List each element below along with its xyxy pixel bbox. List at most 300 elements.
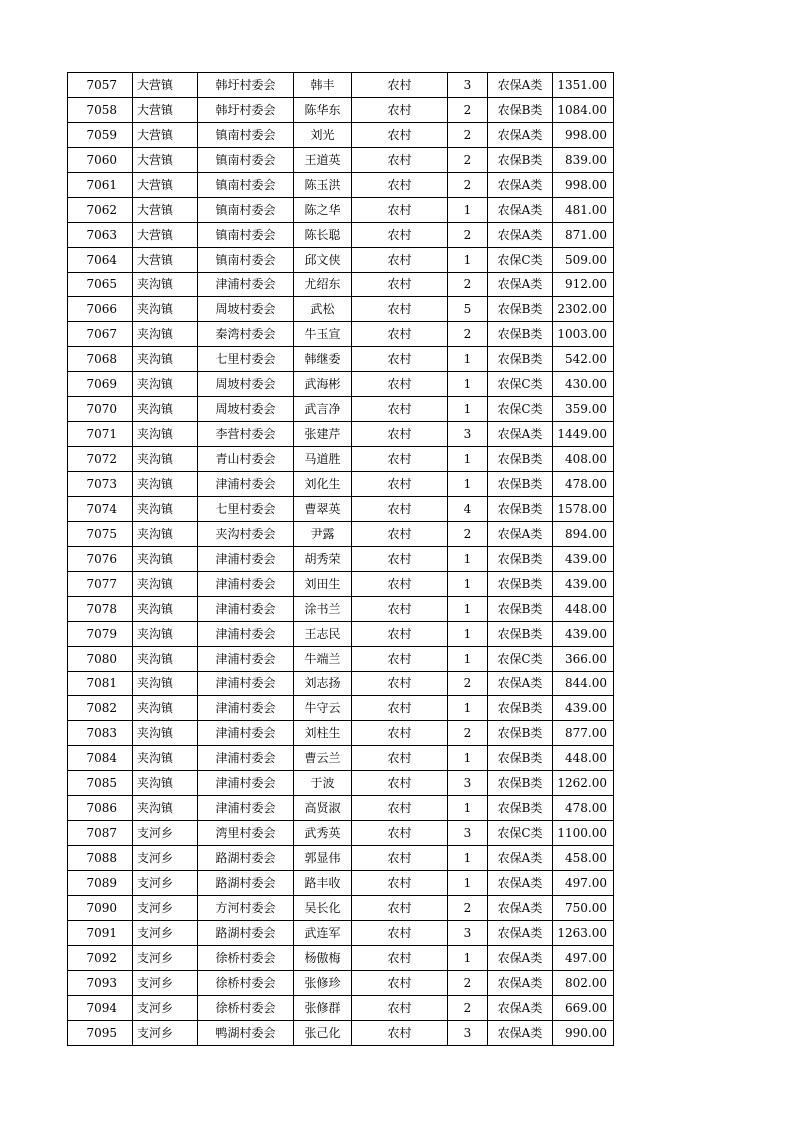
member-count-cell: 2 (448, 272, 488, 297)
amount-cell: 497.00 (553, 945, 614, 970)
town-cell: 支河乡 (133, 995, 198, 1020)
village-committee-cell: 路湖村委会 (198, 871, 294, 896)
record-id-cell: 7075 (68, 521, 133, 546)
insurance-category-cell: 农保B类 (488, 147, 553, 172)
household-type-cell: 农村 (352, 496, 448, 521)
person-name-cell: 吴长化 (294, 895, 352, 920)
town-cell: 夹沟镇 (133, 646, 198, 671)
town-cell: 支河乡 (133, 871, 198, 896)
insurance-category-cell: 农保A类 (488, 920, 553, 945)
village-committee-cell: 方河村委会 (198, 895, 294, 920)
town-cell: 夹沟镇 (133, 372, 198, 397)
amount-cell: 359.00 (553, 397, 614, 422)
table-row (68, 596, 614, 621)
town-cell: 夹沟镇 (133, 571, 198, 596)
amount-cell: 2302.00 (553, 297, 614, 322)
person-name-cell: 张修群 (294, 995, 352, 1020)
village-committee-cell: 津浦村委会 (198, 796, 294, 821)
member-count-cell: 2 (448, 147, 488, 172)
record-id-cell: 7065 (68, 272, 133, 297)
person-name-cell: 王道英 (294, 147, 352, 172)
record-id-cell: 7060 (68, 147, 133, 172)
table-row (68, 147, 614, 172)
household-type-cell: 农村 (352, 247, 448, 272)
amount-cell: 1449.00 (553, 422, 614, 447)
village-committee-cell: 徐桥村委会 (198, 970, 294, 995)
member-count-cell: 3 (448, 920, 488, 945)
table-row (68, 496, 614, 521)
insurance-category-cell: 农保A类 (488, 222, 553, 247)
member-count-cell: 3 (448, 422, 488, 447)
household-type-cell: 农村 (352, 771, 448, 796)
insurance-category-cell: 农保B类 (488, 771, 553, 796)
record-id-cell: 7080 (68, 646, 133, 671)
town-cell: 支河乡 (133, 945, 198, 970)
village-committee-cell: 津浦村委会 (198, 646, 294, 671)
record-id-cell: 7089 (68, 871, 133, 896)
household-type-cell: 农村 (352, 571, 448, 596)
insurance-category-cell: 农保A类 (488, 846, 553, 871)
household-type-cell: 农村 (352, 796, 448, 821)
table-row (68, 73, 614, 98)
town-cell: 夹沟镇 (133, 671, 198, 696)
person-name-cell: 王志民 (294, 621, 352, 646)
member-count-cell: 1 (448, 696, 488, 721)
amount-cell: 1351.00 (553, 73, 614, 98)
insurance-category-cell: 农保C类 (488, 247, 553, 272)
table-row (68, 422, 614, 447)
table-row (68, 771, 614, 796)
village-committee-cell: 津浦村委会 (198, 671, 294, 696)
village-committee-cell: 周坡村委会 (198, 297, 294, 322)
village-committee-cell: 秦湾村委会 (198, 322, 294, 347)
table-row (68, 895, 614, 920)
amount-cell: 1578.00 (553, 496, 614, 521)
record-id-cell: 7063 (68, 222, 133, 247)
village-committee-cell: 七里村委会 (198, 347, 294, 372)
town-cell: 夹沟镇 (133, 746, 198, 771)
person-name-cell: 武连军 (294, 920, 352, 945)
insurance-category-cell: 农保B类 (488, 322, 553, 347)
member-count-cell: 2 (448, 222, 488, 247)
member-count-cell: 1 (448, 472, 488, 497)
town-cell: 夹沟镇 (133, 272, 198, 297)
person-name-cell: 杨傲梅 (294, 945, 352, 970)
household-type-cell: 农村 (352, 447, 448, 472)
insurance-category-cell: 农保B类 (488, 347, 553, 372)
insurance-category-cell: 农保B类 (488, 546, 553, 571)
record-id-cell: 7077 (68, 571, 133, 596)
member-count-cell: 1 (448, 846, 488, 871)
record-id-cell: 7068 (68, 347, 133, 372)
table-row (68, 1020, 614, 1045)
member-count-cell: 2 (448, 995, 488, 1020)
amount-cell: 497.00 (553, 871, 614, 896)
insurance-category-cell: 农保C类 (488, 646, 553, 671)
table-row (68, 871, 614, 896)
record-id-cell: 7078 (68, 596, 133, 621)
household-type-cell: 农村 (352, 721, 448, 746)
household-type-cell: 农村 (352, 970, 448, 995)
insurance-category-cell: 农保A类 (488, 521, 553, 546)
town-cell: 支河乡 (133, 846, 198, 871)
insurance-category-cell: 农保B类 (488, 297, 553, 322)
village-committee-cell: 津浦村委会 (198, 771, 294, 796)
insurance-category-cell: 农保B类 (488, 746, 553, 771)
member-count-cell: 2 (448, 970, 488, 995)
village-committee-cell: 周坡村委会 (198, 397, 294, 422)
town-cell: 支河乡 (133, 1020, 198, 1045)
amount-cell: 998.00 (553, 122, 614, 147)
table-row (68, 970, 614, 995)
member-count-cell: 1 (448, 871, 488, 896)
record-id-cell: 7094 (68, 995, 133, 1020)
village-committee-cell: 路湖村委会 (198, 920, 294, 945)
member-count-cell: 2 (448, 721, 488, 746)
member-count-cell: 5 (448, 297, 488, 322)
record-id-cell: 7057 (68, 73, 133, 98)
table-row (68, 671, 614, 696)
person-name-cell: 路丰收 (294, 871, 352, 896)
village-committee-cell: 津浦村委会 (198, 596, 294, 621)
table-row (68, 945, 614, 970)
town-cell: 大营镇 (133, 247, 198, 272)
amount-cell: 448.00 (553, 746, 614, 771)
household-type-cell: 农村 (352, 197, 448, 222)
record-id-cell: 7072 (68, 447, 133, 472)
member-count-cell: 1 (448, 796, 488, 821)
record-id-cell: 7083 (68, 721, 133, 746)
person-name-cell: 刘志扬 (294, 671, 352, 696)
record-id-cell: 7067 (68, 322, 133, 347)
insurance-category-cell: 农保A类 (488, 272, 553, 297)
household-type-cell: 农村 (352, 422, 448, 447)
amount-cell: 448.00 (553, 596, 614, 621)
amount-cell: 430.00 (553, 372, 614, 397)
table-row (68, 447, 614, 472)
village-committee-cell: 徐桥村委会 (198, 945, 294, 970)
member-count-cell: 1 (448, 571, 488, 596)
household-type-cell: 农村 (352, 122, 448, 147)
record-id-cell: 7069 (68, 372, 133, 397)
record-id-cell: 7066 (68, 297, 133, 322)
insurance-category-cell: 农保B类 (488, 472, 553, 497)
town-cell: 夹沟镇 (133, 496, 198, 521)
insurance-category-cell: 农保A类 (488, 422, 553, 447)
village-committee-cell: 津浦村委会 (198, 696, 294, 721)
amount-cell: 1003.00 (553, 322, 614, 347)
amount-cell: 839.00 (553, 147, 614, 172)
person-name-cell: 高贤淑 (294, 796, 352, 821)
member-count-cell: 1 (448, 621, 488, 646)
village-committee-cell: 鸭湖村委会 (198, 1020, 294, 1045)
table-row (68, 247, 614, 272)
table-row (68, 122, 614, 147)
insurance-category-cell: 农保B类 (488, 496, 553, 521)
amount-cell: 458.00 (553, 846, 614, 871)
village-committee-cell: 镇南村委会 (198, 247, 294, 272)
person-name-cell: 涂书兰 (294, 596, 352, 621)
amount-cell: 439.00 (553, 696, 614, 721)
town-cell: 夹沟镇 (133, 397, 198, 422)
amount-cell: 912.00 (553, 272, 614, 297)
amount-cell: 478.00 (553, 472, 614, 497)
amount-cell: 871.00 (553, 222, 614, 247)
member-count-cell: 2 (448, 122, 488, 147)
village-committee-cell: 津浦村委会 (198, 746, 294, 771)
village-committee-cell: 夹沟村委会 (198, 521, 294, 546)
insurance-category-cell: 农保C类 (488, 397, 553, 422)
household-type-cell: 农村 (352, 521, 448, 546)
household-type-cell: 农村 (352, 746, 448, 771)
household-type-cell: 农村 (352, 871, 448, 896)
table-row (68, 172, 614, 197)
amount-cell: 1084.00 (553, 97, 614, 122)
person-name-cell: 陈之华 (294, 197, 352, 222)
village-committee-cell: 津浦村委会 (198, 721, 294, 746)
member-count-cell: 2 (448, 97, 488, 122)
amount-cell: 998.00 (553, 172, 614, 197)
records-table-body (68, 73, 614, 1046)
town-cell: 夹沟镇 (133, 696, 198, 721)
village-committee-cell: 青山村委会 (198, 447, 294, 472)
table-row (68, 97, 614, 122)
amount-cell: 509.00 (553, 247, 614, 272)
household-type-cell: 农村 (352, 272, 448, 297)
insurance-category-cell: 农保A类 (488, 895, 553, 920)
insurance-category-cell: 农保A类 (488, 122, 553, 147)
table-row (68, 995, 614, 1020)
table-row (68, 297, 614, 322)
village-committee-cell: 镇南村委会 (198, 172, 294, 197)
record-id-cell: 7090 (68, 895, 133, 920)
table-row (68, 571, 614, 596)
record-id-cell: 7081 (68, 671, 133, 696)
village-committee-cell: 周坡村委会 (198, 372, 294, 397)
person-name-cell: 武言净 (294, 397, 352, 422)
household-type-cell: 农村 (352, 596, 448, 621)
person-name-cell: 武松 (294, 297, 352, 322)
household-type-cell: 农村 (352, 945, 448, 970)
person-name-cell: 刘化生 (294, 472, 352, 497)
record-id-cell: 7085 (68, 771, 133, 796)
town-cell: 夹沟镇 (133, 596, 198, 621)
member-count-cell: 2 (448, 521, 488, 546)
village-committee-cell: 津浦村委会 (198, 571, 294, 596)
insurance-category-cell: 农保B类 (488, 97, 553, 122)
table-row (68, 272, 614, 297)
town-cell: 大营镇 (133, 147, 198, 172)
member-count-cell: 1 (448, 347, 488, 372)
person-name-cell: 邱文侠 (294, 247, 352, 272)
amount-cell: 1263.00 (553, 920, 614, 945)
insurance-category-cell: 农保A类 (488, 197, 553, 222)
record-id-cell: 7088 (68, 846, 133, 871)
amount-cell: 478.00 (553, 796, 614, 821)
record-id-cell: 7071 (68, 422, 133, 447)
insurance-category-cell: 农保A类 (488, 172, 553, 197)
record-id-cell: 7061 (68, 172, 133, 197)
amount-cell: 877.00 (553, 721, 614, 746)
village-committee-cell: 镇南村委会 (198, 197, 294, 222)
household-type-cell: 农村 (352, 472, 448, 497)
insurance-category-cell: 农保A类 (488, 73, 553, 98)
household-type-cell: 农村 (352, 322, 448, 347)
insurance-category-cell: 农保A类 (488, 1020, 553, 1045)
person-name-cell: 马道胜 (294, 447, 352, 472)
person-name-cell: 于波 (294, 771, 352, 796)
member-count-cell: 3 (448, 1020, 488, 1045)
household-type-cell: 农村 (352, 671, 448, 696)
insurance-category-cell: 农保A类 (488, 945, 553, 970)
member-count-cell: 1 (448, 746, 488, 771)
household-type-cell: 农村 (352, 821, 448, 846)
member-count-cell: 2 (448, 895, 488, 920)
record-id-cell: 7079 (68, 621, 133, 646)
amount-cell: 366.00 (553, 646, 614, 671)
town-cell: 夹沟镇 (133, 447, 198, 472)
town-cell: 大营镇 (133, 172, 198, 197)
member-count-cell: 1 (448, 546, 488, 571)
town-cell: 支河乡 (133, 821, 198, 846)
person-name-cell: 张己化 (294, 1020, 352, 1045)
table-row (68, 846, 614, 871)
member-count-cell: 1 (448, 197, 488, 222)
household-type-cell: 农村 (352, 546, 448, 571)
amount-cell: 669.00 (553, 995, 614, 1020)
town-cell: 夹沟镇 (133, 322, 198, 347)
town-cell: 大营镇 (133, 73, 198, 98)
table-row (68, 696, 614, 721)
record-id-cell: 7084 (68, 746, 133, 771)
town-cell: 夹沟镇 (133, 721, 198, 746)
household-type-cell: 农村 (352, 147, 448, 172)
village-committee-cell: 韩圩村委会 (198, 73, 294, 98)
table-row (68, 621, 614, 646)
table-row (68, 746, 614, 771)
insurance-category-cell: 农保A类 (488, 970, 553, 995)
village-committee-cell: 路湖村委会 (198, 846, 294, 871)
table-row (68, 546, 614, 571)
household-type-cell: 农村 (352, 372, 448, 397)
member-count-cell: 2 (448, 172, 488, 197)
record-id-cell: 7082 (68, 696, 133, 721)
amount-cell: 481.00 (553, 197, 614, 222)
person-name-cell: 尹露 (294, 521, 352, 546)
member-count-cell: 1 (448, 372, 488, 397)
person-name-cell: 武秀英 (294, 821, 352, 846)
town-cell: 夹沟镇 (133, 297, 198, 322)
table-row (68, 197, 614, 222)
member-count-cell: 3 (448, 73, 488, 98)
amount-cell: 542.00 (553, 347, 614, 372)
member-count-cell: 1 (448, 247, 488, 272)
insurance-category-cell: 农保B类 (488, 621, 553, 646)
person-name-cell: 牛守云 (294, 696, 352, 721)
household-type-cell: 农村 (352, 895, 448, 920)
table-row (68, 646, 614, 671)
insurance-category-cell: 农保B类 (488, 571, 553, 596)
insurance-category-cell: 农保B类 (488, 721, 553, 746)
insurance-category-cell: 农保A类 (488, 671, 553, 696)
table-row (68, 796, 614, 821)
insurance-category-cell: 农保B类 (488, 696, 553, 721)
household-type-cell: 农村 (352, 73, 448, 98)
insurance-category-cell: 农保C类 (488, 821, 553, 846)
village-committee-cell: 津浦村委会 (198, 546, 294, 571)
household-type-cell: 农村 (352, 995, 448, 1020)
person-name-cell: 胡秀荣 (294, 546, 352, 571)
town-cell: 夹沟镇 (133, 621, 198, 646)
person-name-cell: 韩继委 (294, 347, 352, 372)
person-name-cell: 韩丰 (294, 73, 352, 98)
insurance-category-cell: 农保B类 (488, 596, 553, 621)
amount-cell: 1100.00 (553, 821, 614, 846)
town-cell: 大营镇 (133, 97, 198, 122)
record-id-cell: 7087 (68, 821, 133, 846)
town-cell: 夹沟镇 (133, 521, 198, 546)
table-row (68, 397, 614, 422)
record-id-cell: 7064 (68, 247, 133, 272)
table-row (68, 920, 614, 945)
household-type-cell: 农村 (352, 397, 448, 422)
town-cell: 支河乡 (133, 970, 198, 995)
town-cell: 夹沟镇 (133, 796, 198, 821)
household-type-cell: 农村 (352, 97, 448, 122)
member-count-cell: 1 (448, 447, 488, 472)
table-row (68, 222, 614, 247)
insurance-category-cell: 农保C类 (488, 372, 553, 397)
member-count-cell: 1 (448, 646, 488, 671)
person-name-cell: 武海彬 (294, 372, 352, 397)
person-name-cell: 张建芹 (294, 422, 352, 447)
village-committee-cell: 津浦村委会 (198, 272, 294, 297)
village-committee-cell: 津浦村委会 (198, 472, 294, 497)
village-committee-cell: 韩圩村委会 (198, 97, 294, 122)
member-count-cell: 1 (448, 397, 488, 422)
amount-cell: 750.00 (553, 895, 614, 920)
amount-cell: 439.00 (553, 546, 614, 571)
member-count-cell: 1 (448, 596, 488, 621)
person-name-cell: 曹翠英 (294, 496, 352, 521)
village-committee-cell: 七里村委会 (198, 496, 294, 521)
village-committee-cell: 镇南村委会 (198, 122, 294, 147)
record-id-cell: 7062 (68, 197, 133, 222)
member-count-cell: 1 (448, 945, 488, 970)
town-cell: 大营镇 (133, 122, 198, 147)
table-row (68, 472, 614, 497)
insurance-category-cell: 农保B类 (488, 447, 553, 472)
person-name-cell: 尤绍东 (294, 272, 352, 297)
person-name-cell: 刘柱生 (294, 721, 352, 746)
village-committee-cell: 湾里村委会 (198, 821, 294, 846)
table-row (68, 347, 614, 372)
person-name-cell: 牛玉宣 (294, 322, 352, 347)
village-committee-cell: 镇南村委会 (198, 222, 294, 247)
record-id-cell: 7058 (68, 97, 133, 122)
record-id-cell: 7059 (68, 122, 133, 147)
record-id-cell: 7086 (68, 796, 133, 821)
town-cell: 夹沟镇 (133, 771, 198, 796)
member-count-cell: 4 (448, 496, 488, 521)
person-name-cell: 郭显伟 (294, 846, 352, 871)
record-id-cell: 7074 (68, 496, 133, 521)
table-row (68, 821, 614, 846)
town-cell: 大营镇 (133, 222, 198, 247)
record-id-cell: 7091 (68, 920, 133, 945)
town-cell: 支河乡 (133, 895, 198, 920)
town-cell: 大营镇 (133, 197, 198, 222)
